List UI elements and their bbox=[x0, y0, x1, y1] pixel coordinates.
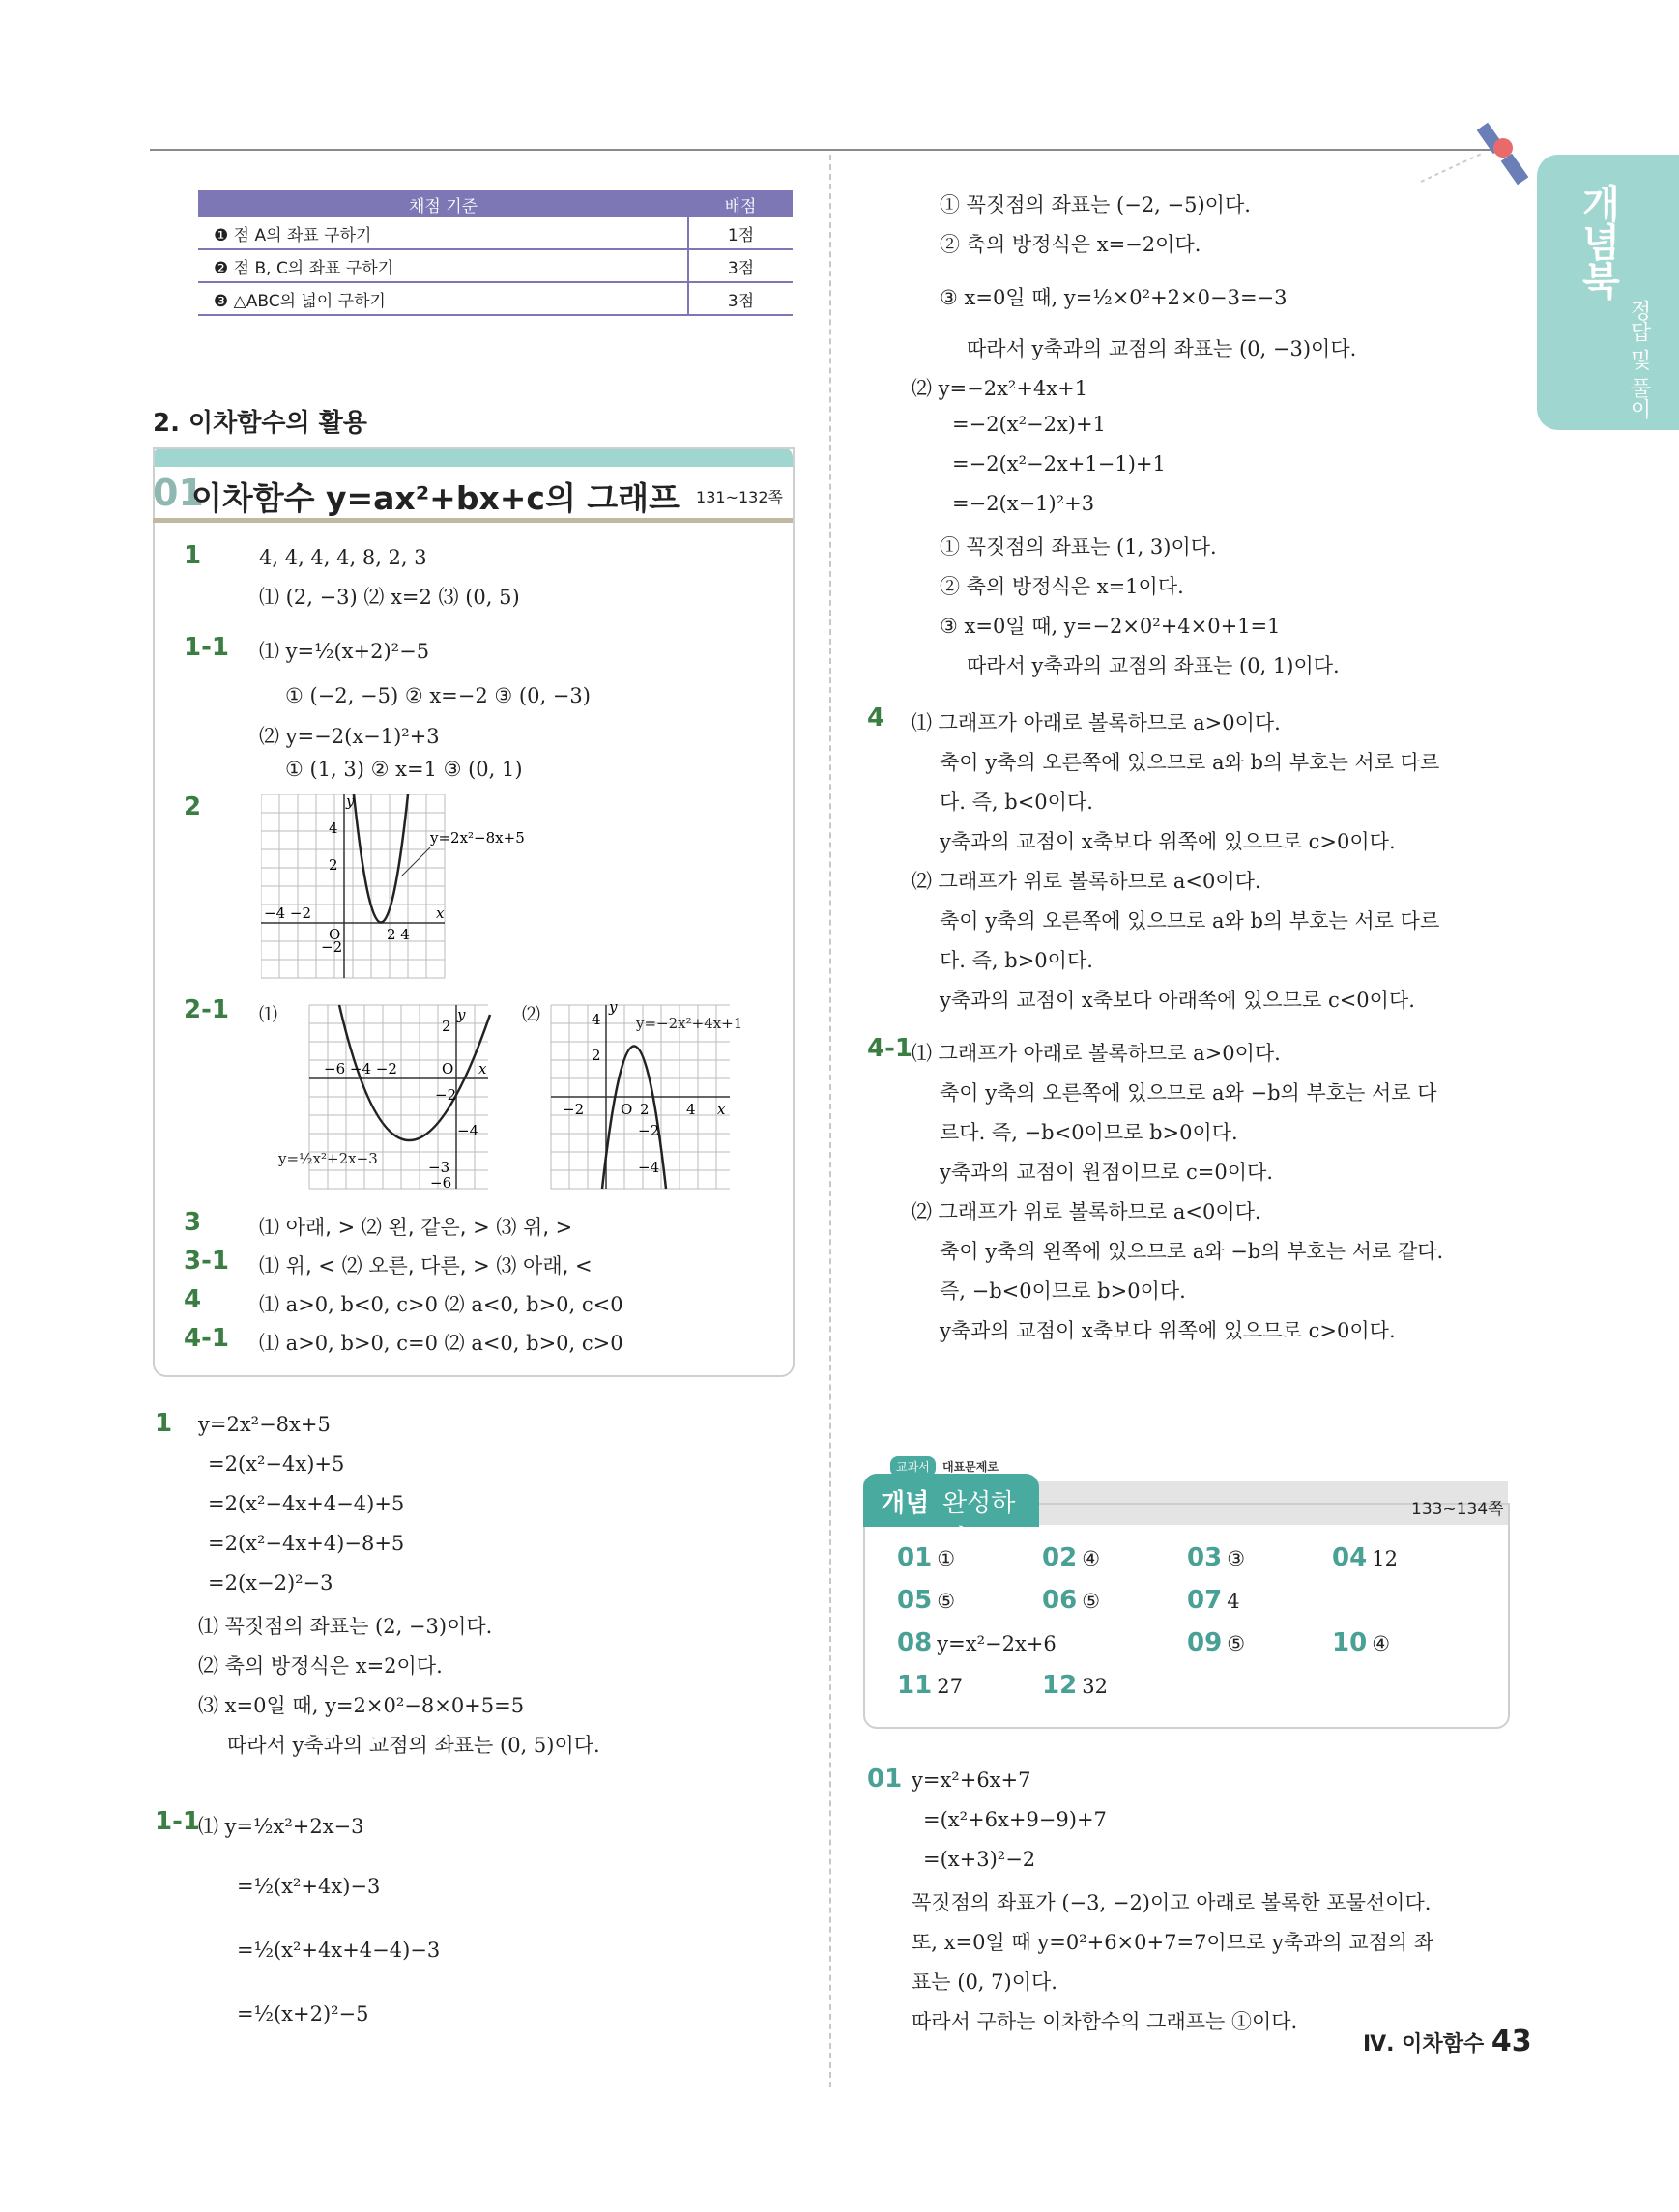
solution-line: ① 꼭짓점의 좌표는 (1, 3)이다. bbox=[940, 535, 1217, 559]
svg-text:−3: −3 bbox=[428, 1159, 450, 1176]
graph-sub-label: ⑴ bbox=[259, 1004, 278, 1025]
svg-text:4: 4 bbox=[686, 1101, 696, 1118]
solution-line: =(x²+6x+9−9)+7 bbox=[923, 1808, 1107, 1831]
svg-text:O: O bbox=[329, 926, 341, 943]
completion-answer: 09 ⑤ bbox=[1187, 1628, 1246, 1657]
solution-label: 1 bbox=[155, 1409, 173, 1438]
svg-text:−4: −4 bbox=[638, 1159, 660, 1176]
solution-line: ⑵ y=−2x²+4x+1 bbox=[912, 377, 1088, 400]
completion-answer: 07 4 bbox=[1187, 1586, 1240, 1615]
completion-badge bbox=[863, 1460, 1039, 1554]
solution-line: ② 축의 방정식은 x=−2이다. bbox=[940, 233, 1201, 256]
table-header: 배점 bbox=[688, 190, 793, 217]
svg-text:−4 −2: −4 −2 bbox=[264, 905, 311, 922]
completion-answer: 03 ③ bbox=[1187, 1543, 1246, 1572]
solution-line: ⑵ 그래프가 위로 볼록하므로 a<0이다. bbox=[912, 1200, 1261, 1223]
table-row bbox=[198, 217, 793, 249]
column-divider bbox=[829, 155, 831, 2087]
svg-text:2: 2 bbox=[592, 1047, 601, 1064]
badge-tag-2: 대표문제로 bbox=[942, 1460, 999, 1474]
svg-text:4: 4 bbox=[329, 819, 338, 837]
graph-2-1-a-label: y=½x²+2x−3 bbox=[278, 1150, 378, 1167]
side-tab-subtitle: 정답 및 풀이 bbox=[1627, 300, 1651, 419]
solution-line: 다. 즉, b>0이다. bbox=[940, 949, 1093, 972]
solution-line: y축과의 교점이 x축보다 위쪽에 있으므로 c>0이다. bbox=[940, 830, 1396, 853]
svg-text:O: O bbox=[621, 1101, 633, 1118]
solution-label: 01 bbox=[867, 1765, 903, 1794]
completion-answer: 11 27 bbox=[897, 1671, 964, 1700]
solution-line: =2(x²−4x)+5 bbox=[208, 1452, 345, 1476]
solution-line: ⑴ 그래프가 아래로 볼록하므로 a>0이다. bbox=[912, 1042, 1281, 1065]
solution-line: ② 축의 방정식은 x=1이다. bbox=[940, 575, 1184, 598]
completion-pages: 133~134쪽 bbox=[1411, 1500, 1504, 1519]
answer-line: ⑴ (2, −3) ⑵ x=2 ⑶ (0, 5) bbox=[259, 586, 520, 609]
answer-line: 4, 4, 4, 4, 8, 2, 3 bbox=[259, 546, 427, 569]
solution-line: =½(x²+4x+4−4)−3 bbox=[237, 1939, 441, 1962]
table-cell: ❶ 점 A의 좌표 구하기 bbox=[198, 217, 688, 249]
badge-tag: 교과서 bbox=[890, 1456, 936, 1477]
graph-2-label: y=2x²−8x+5 bbox=[430, 829, 525, 847]
svg-text:−2: −2 bbox=[321, 938, 343, 956]
solution-line: ⑶ x=0일 때, y=2×0²−8×0+5=5 bbox=[198, 1694, 525, 1717]
solution-label: 4 bbox=[867, 704, 885, 733]
svg-text:−2: −2 bbox=[563, 1101, 585, 1118]
svg-text:−2: −2 bbox=[435, 1086, 457, 1104]
graph-sub-label: ⑵ bbox=[522, 1004, 541, 1025]
answer-label: 3 bbox=[184, 1208, 202, 1237]
side-tab[interactable] bbox=[1537, 155, 1679, 430]
solution-line: ⑴ y=½x²+2x−3 bbox=[198, 1815, 364, 1838]
answer-label: 1-1 bbox=[184, 633, 229, 662]
completion-answer: 02 ④ bbox=[1042, 1543, 1101, 1572]
answer-line: ① (1, 3) ② x=1 ③ (0, 1) bbox=[285, 758, 523, 781]
completion-answer: 06 ⑤ bbox=[1042, 1586, 1101, 1615]
footer-chapter: Ⅳ. 이차함수 bbox=[1363, 2032, 1485, 2056]
solution-line: 다. 즉, b<0이다. bbox=[940, 790, 1093, 814]
table-cell: 3점 bbox=[688, 282, 793, 315]
svg-text:O: O bbox=[442, 1060, 454, 1077]
solution-line: 축이 y축의 왼쪽에 있으므로 a와 −b의 부호는 서로 같다. bbox=[940, 1240, 1444, 1263]
svg-text:−4: −4 bbox=[457, 1122, 479, 1139]
solution-line: 따라서 y축과의 교점의 좌표는 (0, 1)이다. bbox=[967, 654, 1340, 677]
answer-label: 2-1 bbox=[184, 995, 229, 1024]
box-pages: 131~132쪽 bbox=[696, 488, 783, 506]
solution-line: y축과의 교점이 원점이므로 c=0이다. bbox=[940, 1161, 1273, 1184]
solution-line: y=x²+6x+7 bbox=[912, 1768, 1031, 1792]
answer-label: 2 bbox=[184, 792, 202, 821]
svg-text:2: 2 bbox=[442, 1018, 451, 1035]
grading-table bbox=[198, 190, 793, 316]
svg-text:2 4: 2 4 bbox=[387, 926, 410, 943]
answer-line: ⑴ a>0, b>0, c=0 ⑵ a<0, b>0, c>0 bbox=[259, 1332, 623, 1355]
badge-title-a: 개념 bbox=[881, 1489, 930, 1518]
svg-text:y: y bbox=[609, 1000, 618, 1016]
solution-line: 따라서 구하는 이차함수의 그래프는 ①이다. bbox=[912, 2010, 1298, 2033]
solution-line: y=2x²−8x+5 bbox=[198, 1413, 331, 1436]
solution-label: 1-1 bbox=[155, 1807, 200, 1836]
table-cell: 3점 bbox=[688, 249, 793, 282]
solution-line: =(x+3)²−2 bbox=[923, 1848, 1036, 1871]
solution-line: 즉, −b<0이므로 b>0이다. bbox=[940, 1279, 1186, 1303]
completion-answer: 10 ④ bbox=[1332, 1628, 1391, 1657]
solution-line: 꼭짓점의 좌표가 (−3, −2)이고 아래로 볼록한 포물선이다. bbox=[912, 1891, 1432, 1914]
answer-label: 4 bbox=[184, 1285, 202, 1314]
solution-line: 따라서 y축과의 교점의 좌표는 (0, −3)이다. bbox=[967, 337, 1357, 360]
table-cell: 1점 bbox=[688, 217, 793, 249]
side-tab-title: 개념북 bbox=[1576, 184, 1620, 300]
table-cell: ❸ △ABC의 넓이 구하기 bbox=[198, 282, 688, 315]
svg-text:4: 4 bbox=[592, 1011, 601, 1028]
solution-line: ③ x=0일 때, y=−2×0²+4×0+1=1 bbox=[940, 615, 1281, 638]
solution-line: y축과의 교점이 x축보다 위쪽에 있으므로 c>0이다. bbox=[940, 1319, 1396, 1342]
svg-text:−6: −6 bbox=[430, 1174, 452, 1192]
svg-text:x: x bbox=[717, 1101, 726, 1118]
completion-answer: 12 32 bbox=[1042, 1671, 1109, 1700]
solution-line: ⑴ 그래프가 아래로 볼록하므로 a>0이다. bbox=[912, 711, 1281, 734]
answer-line: ⑴ 아래, > ⑵ 왼, 같은, > ⑶ 위, > bbox=[259, 1216, 573, 1239]
solution-line: y축과의 교점이 x축보다 아래쪽에 있으므로 c<0이다. bbox=[940, 989, 1415, 1012]
badge-title-b: 완성하기 bbox=[942, 1489, 1016, 1554]
completion-answer: 04 12 bbox=[1332, 1543, 1399, 1572]
solution-line: =−2(x²−2x+1−1)+1 bbox=[952, 452, 1166, 475]
table-cell: ❷ 점 B, C의 좌표 구하기 bbox=[198, 249, 688, 282]
answer-line: ① (−2, −5) ② x=−2 ③ (0, −3) bbox=[285, 684, 591, 707]
graph-2 bbox=[261, 794, 570, 983]
solution-line: 축이 y축의 오른쪽에 있으므로 a와 −b의 부호는 서로 다 bbox=[940, 1081, 1437, 1105]
solution-line: 표는 (0, 7)이다. bbox=[912, 1970, 1057, 1994]
solution-line: 따라서 y축과의 교점의 좌표는 (0, 5)이다. bbox=[227, 1734, 600, 1757]
solution-line: =½(x+2)²−5 bbox=[237, 2002, 369, 2025]
satellite-icon bbox=[1411, 114, 1537, 191]
solution-line: 축이 y축의 오른쪽에 있으므로 a와 b의 부호는 서로 다르 bbox=[940, 751, 1440, 774]
solution-line: ⑵ 축의 방정식은 x=2이다. bbox=[198, 1654, 443, 1678]
svg-text:x: x bbox=[436, 905, 445, 922]
table-row bbox=[198, 282, 793, 315]
answer-label: 3-1 bbox=[184, 1247, 229, 1276]
answer-line: ⑴ a>0, b<0, c>0 ⑵ a<0, b>0, c<0 bbox=[259, 1293, 623, 1316]
solution-line: ③ x=0일 때, y=½×0²+2×0−3=−3 bbox=[940, 286, 1288, 309]
table-header: 채점 기준 bbox=[198, 190, 688, 217]
solution-line: ⑵ 그래프가 위로 볼록하므로 a<0이다. bbox=[912, 870, 1261, 893]
svg-text:y: y bbox=[346, 794, 355, 810]
top-rule bbox=[150, 149, 1493, 151]
answer-label: 1 bbox=[184, 541, 202, 570]
svg-text:−6 −4 −2: −6 −4 −2 bbox=[324, 1060, 397, 1077]
solution-line: =2(x−2)²−3 bbox=[208, 1571, 333, 1594]
solution-line: 축이 y축의 오른쪽에 있으므로 a와 b의 부호는 서로 다르 bbox=[940, 909, 1440, 933]
answer-line: ⑵ y=−2(x−1)²+3 bbox=[259, 725, 440, 748]
completion-answer: 08 y=x²−2x+6 bbox=[897, 1628, 1057, 1657]
concept-box-title bbox=[153, 472, 793, 523]
solution-line: =2(x²−4x+4)−8+5 bbox=[208, 1532, 405, 1555]
solution-line: =½(x²+4x)−3 bbox=[237, 1875, 381, 1898]
svg-text:2: 2 bbox=[640, 1101, 650, 1118]
completion-answer: 01 ① bbox=[897, 1543, 956, 1572]
box-number: 01 bbox=[153, 472, 204, 514]
svg-text:−2: −2 bbox=[638, 1122, 660, 1139]
solution-line: =−2(x−1)²+3 bbox=[952, 492, 1095, 515]
box-title: 이차함수 y=ax²+bx+c의 그래프 bbox=[191, 479, 680, 517]
solution-line: =−2(x²−2x)+1 bbox=[952, 413, 1106, 436]
solution-line: ⑴ 꼭짓점의 좌표는 (2, −3)이다. bbox=[198, 1615, 493, 1638]
section-title: 2. 이차함수의 활용 bbox=[153, 409, 367, 438]
page-footer bbox=[1363, 2025, 1532, 2058]
svg-text:y: y bbox=[457, 1006, 466, 1023]
svg-text:x: x bbox=[478, 1060, 487, 1077]
table-row bbox=[198, 249, 793, 282]
solution-line: =2(x²−4x+4−4)+5 bbox=[208, 1492, 405, 1515]
graph-2-1-b-label: y=−2x²+4x+1 bbox=[636, 1015, 743, 1032]
solution-line: 또, x=0일 때 y=0²+6×0+7=7이므로 y축과의 교점의 좌 bbox=[912, 1931, 1434, 1954]
solution-label: 4-1 bbox=[867, 1034, 912, 1063]
answer-line: ⑴ y=½(x+2)²−5 bbox=[259, 640, 430, 663]
solution-line: ① 꼭짓점의 좌표는 (−2, −5)이다. bbox=[940, 193, 1251, 216]
solution-line: 르다. 즉, −b<0이므로 b>0이다. bbox=[940, 1121, 1238, 1144]
page-number: 43 bbox=[1491, 2025, 1532, 2058]
answer-label: 4-1 bbox=[184, 1324, 229, 1353]
answer-line: ⑴ 위, < ⑵ 오른, 다른, > ⑶ 아래, < bbox=[259, 1254, 593, 1278]
completion-answer: 05 ⑤ bbox=[897, 1586, 956, 1615]
svg-text:2: 2 bbox=[329, 856, 338, 874]
